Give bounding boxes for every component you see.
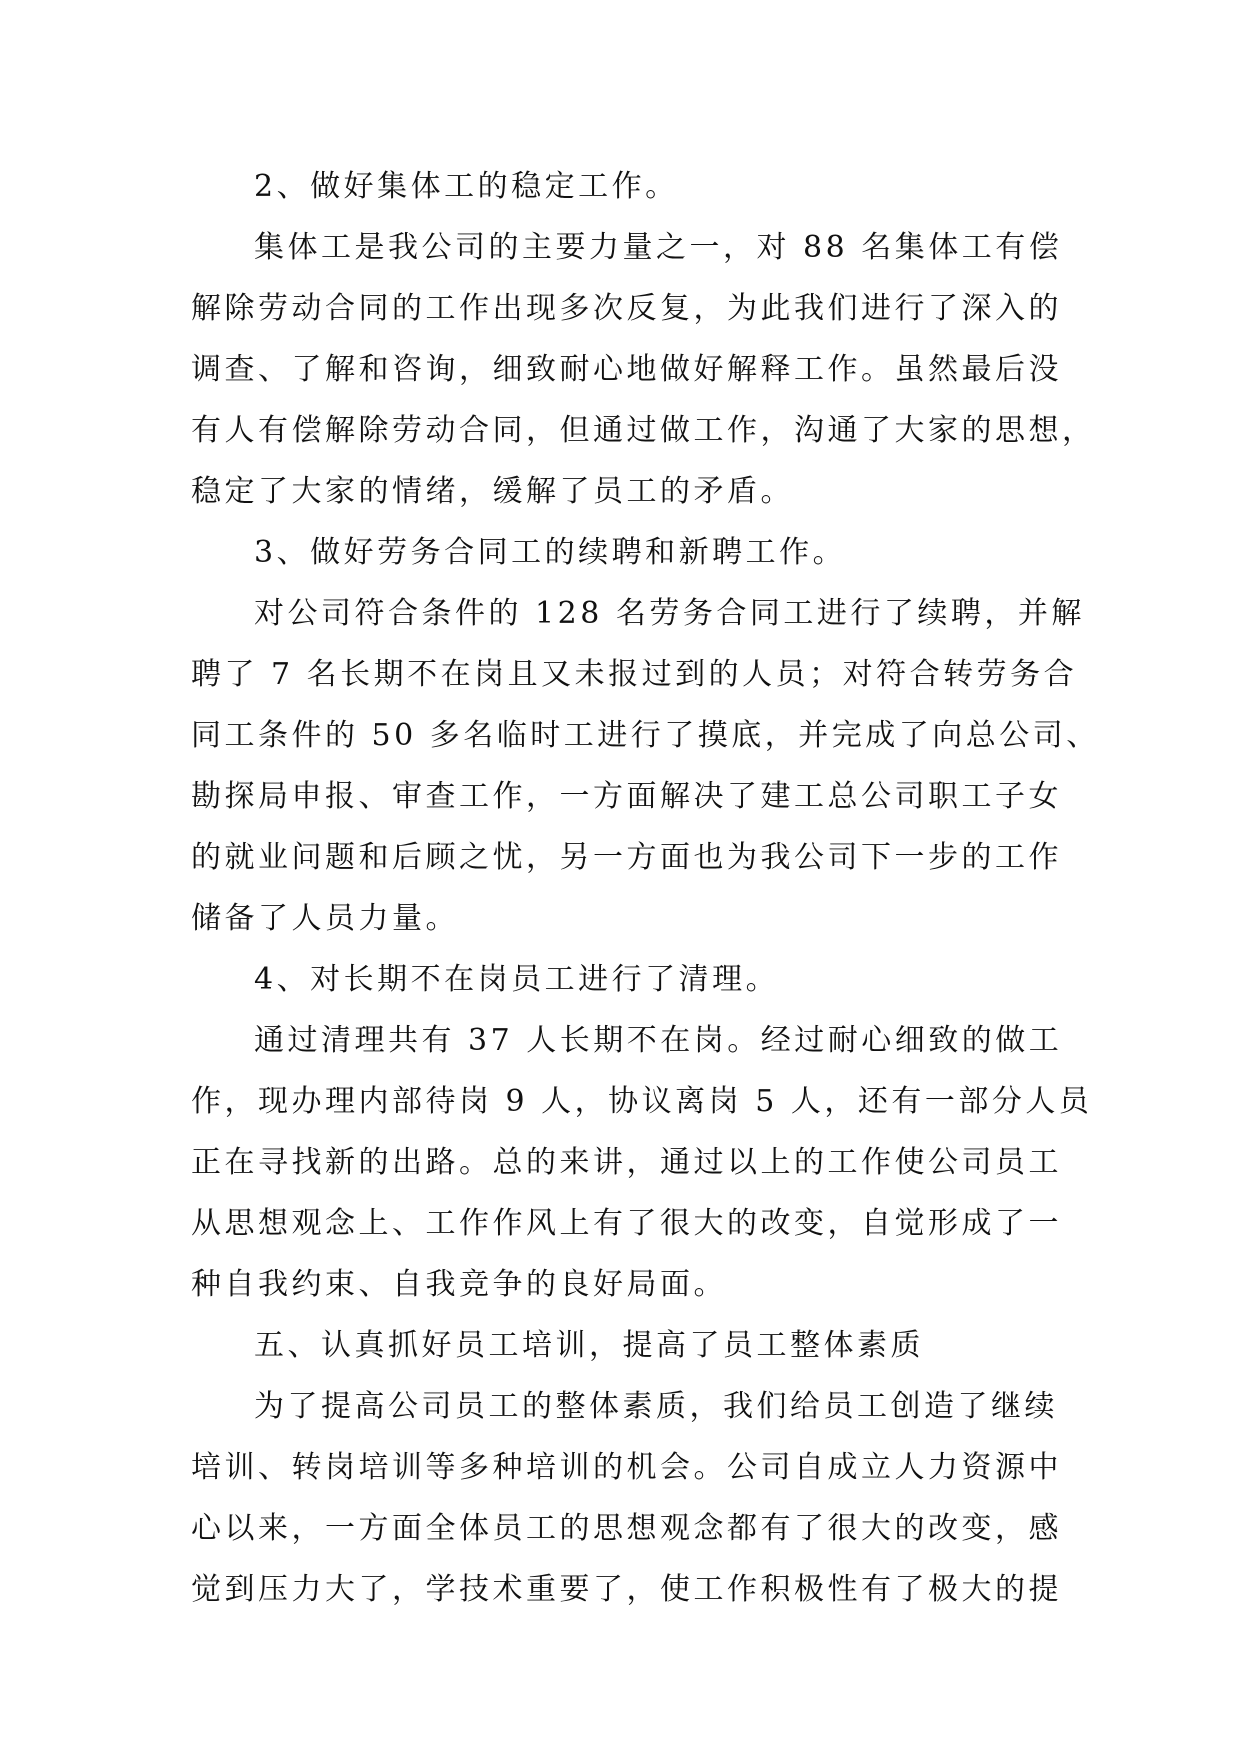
text-line: 同工条件的 50 多名临时工进行了摸底，并完成了向总公司、 bbox=[191, 718, 1100, 753]
text-line: 勘探局申报、审查工作，一方面解决了建工总公司职工子女 bbox=[191, 779, 1062, 814]
text-line: 调查、了解和咨询，细致耐心地做好解释工作。虽然最后没 bbox=[191, 352, 1062, 387]
text-line: 为了提高公司员工的整体素质，我们给员工创造了继续 bbox=[254, 1389, 1058, 1424]
section-heading-2 bbox=[191, 156, 1047, 217]
text-line: 2、做好集体工的稳定工作。 bbox=[254, 169, 679, 204]
body-paragraph bbox=[191, 1010, 1093, 1315]
text-line: 有人有偿解除劳动合同，但通过做工作，沟通了大家的思想， bbox=[191, 413, 1096, 448]
document-body bbox=[191, 156, 1100, 1620]
text-line: 从思想观念上、工作作风上有了很大的改变，自觉形成了一 bbox=[191, 1206, 1062, 1241]
text-line: 解除劳动合同的工作出现多次反复，为此我们进行了深入的 bbox=[191, 291, 1062, 326]
text-line: 对公司符合条件的 128 名劳务合同工进行了续聘，并解 bbox=[254, 596, 1085, 631]
body-paragraph bbox=[191, 583, 1100, 949]
text-line: 稳定了大家的情绪，缓解了员工的矛盾。 bbox=[191, 474, 794, 509]
text-line: 觉到压力大了，学技术重要了，使工作积极性有了极大的提 bbox=[191, 1572, 1062, 1607]
section-heading-3 bbox=[191, 522, 1047, 583]
text-line: 正在寻找新的出路。总的来讲，通过以上的工作使公司员工 bbox=[191, 1145, 1062, 1180]
section-heading-4 bbox=[191, 949, 1047, 1010]
text-line: 3、做好劳务合同工的续聘和新聘工作。 bbox=[254, 535, 847, 570]
body-paragraph bbox=[191, 217, 1096, 522]
text-line: 的就业问题和后顾之忧，另一方面也为我公司下一步的工作 bbox=[191, 840, 1062, 875]
section-heading-5 bbox=[191, 1315, 1047, 1376]
text-line: 4、对长期不在岗员工进行了清理。 bbox=[254, 962, 780, 997]
text-line: 储备了人员力量。 bbox=[191, 901, 459, 936]
body-paragraph bbox=[191, 1376, 1062, 1620]
text-line: 五、认真抓好员工培训，提高了员工整体素质 bbox=[254, 1328, 924, 1363]
text-line: 集体工是我公司的主要力量之一，对 88 名集体工有偿 bbox=[254, 230, 1063, 265]
text-line: 种自我约束、自我竞争的良好局面。 bbox=[191, 1267, 727, 1302]
text-line: 心以来，一方面全体员工的思想观念都有了很大的改变，感 bbox=[191, 1511, 1062, 1546]
text-line: 聘了 7 名长期不在岗且又未报过到的人员；对符合转劳务合 bbox=[191, 657, 1078, 692]
text-line: 通过清理共有 37 人长期不在岗。经过耐心细致的做工 bbox=[254, 1023, 1063, 1058]
text-line: 培训、转岗培训等多种培训的机会。公司自成立人力资源中 bbox=[191, 1450, 1062, 1485]
text-line: 作，现办理内部待岗 9 人，协议离岗 5 人，还有一部分人员 bbox=[191, 1084, 1093, 1119]
